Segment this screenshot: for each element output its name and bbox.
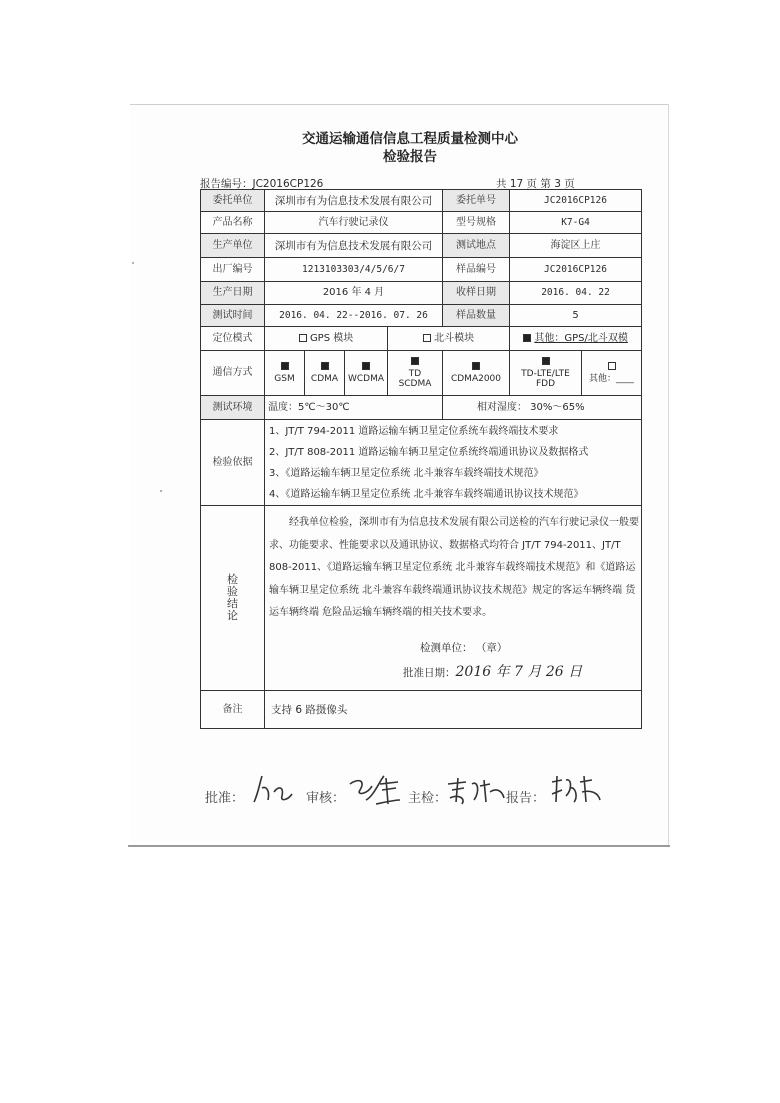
approve-sig-label: 批准： [205,791,245,806]
checkbox-filled [411,357,419,365]
positioning-option [510,327,642,351]
product-value: 汽车行驶记录仪 [265,212,443,234]
table-row [201,506,642,691]
approve-date-handwritten: 2016 年 7 月 26 日 [455,664,583,680]
approve-date-prefix: 批准日期： [403,667,456,679]
checkbox-filled [542,357,550,365]
qty-label: 样品数量 [443,305,510,327]
scan-speck [160,490,162,492]
table-row [201,258,642,282]
comm-option-label: GSM [274,374,295,384]
sample-no-label: 样品编号 [443,258,510,282]
option-beidou-label: 北斗模块 [434,332,475,344]
check-signature [444,772,508,808]
checkbox-empty [608,362,616,370]
report-signature [548,772,604,808]
table-row [201,212,642,234]
checkbox-filled [281,362,289,370]
inspect-unit-line: 检测单位： （章） [420,642,508,654]
sample-no-value: JC2016CP126 [510,258,642,282]
document-title: 检验报告 [383,149,437,165]
checkbox-filled [472,362,480,370]
model-label: 型号规格 [443,212,510,234]
recv-date-value: 2016. 04. 22 [510,282,642,305]
basis-label: 检验依据 [201,420,265,506]
review-sig-label: 审核： [306,791,346,806]
page-info: 共 17 页 第 3 页 [496,178,575,190]
comm-option-label: CDMA2000 [450,374,502,384]
prod-date-value: 2016 年 4 月 [265,282,443,305]
comm-option-label: WCDMA [347,374,385,384]
comm-option-label: TD-LTE/LTE FDD [521,369,570,389]
comm-option [582,351,642,396]
sheet-right-edge [668,104,669,846]
humidity-value: 相对湿度： 30%～65% [443,396,642,420]
prod-date-label: 生产日期 [201,282,265,305]
temperature-value: 温度：5℃～30℃ [265,396,443,420]
table-row [201,282,642,305]
model-value: K7-G4 [510,212,642,234]
test-time-label: 测试时间 [201,305,265,327]
test-time-value: 2016. 04. 22--2016. 07. 26 [265,305,443,327]
comm-option [265,351,305,396]
comm-option-label: CDMA [310,374,339,384]
client-label: 委托单位 [201,190,265,212]
approve-date-line [403,666,582,679]
comm-option [510,351,582,396]
checkbox-filled [362,362,370,370]
table-row [201,351,642,396]
site-label: 测试地点 [443,234,510,258]
sheet-top-edge [130,104,668,105]
conclusion-label-char: 验 [227,585,238,598]
site-value: 海淀区上庄 [510,234,642,258]
option-gps-label: GPS 模块 [309,332,354,344]
conclusion-label-char: 结 [227,597,238,610]
serial-value: 1213103303/4/5/6/7 [265,258,443,282]
approve-signature [248,772,298,808]
positioning-option [265,327,388,351]
product-label: 产品名称 [201,212,265,234]
comm-option [388,351,443,396]
comm-option [305,351,345,396]
remarks-value: 支持 6 路摄像头 [265,691,642,729]
table-row [201,190,642,212]
conclusion-text: 经我单位检验，深圳市有为信息技术发展有限公司送检的汽车行驶记录仪一般要求、功能要求、性能要求以及通讯协议、数据格式均符合 JT/T 794-2011、JT/T 808-2011、《道路运输车辆卫星定位系统 北斗兼容车载终端技术规范》和《道路运输车辆卫星定位系统 北斗兼容车载终端通讯协议技术规范》规定的客运车辆终端 货运车辆终端 危险品运输车辆终端的相关技术要求。 [269,517,639,618]
table-row [201,305,642,327]
basis-list [265,420,642,506]
table-row [201,420,642,506]
maker-label: 生产单位 [201,234,265,258]
conclusion-label-char: 论 [227,609,238,622]
checkbox-other-filled [523,334,531,342]
scan-speck [132,262,134,264]
check-sig-label: 主检： [408,791,448,806]
table-row [201,396,642,420]
conclusion-label [201,506,265,691]
sheet-bottom-edge [128,845,670,847]
table-row [201,234,642,258]
comm-label: 通信方式 [201,351,265,396]
checkbox-gps [299,334,307,342]
comm-option [345,351,388,396]
comm-option-label: TD SCDMA [398,369,432,389]
review-signature [346,770,404,808]
basis-item: 1、JT/T 794-2011 道路运输车辆卫星定位系统车载终端技术要求 [269,425,559,437]
environment-label: 测试环境 [201,396,265,420]
report-sig-label: 报告： [506,791,546,806]
issuing-center-title: 交通运输通信信息工程质量检测中心 [302,131,518,147]
table-row [201,327,642,351]
checkbox-filled [321,362,329,370]
client-value: 深圳市有为信息技术发展有限公司 [265,190,443,212]
conclusion-cell [265,506,642,691]
basis-item: 2、JT/T 808-2011 道路运输车辆卫星定位系统终端通讯协议及数据格式 [269,446,589,458]
table-row [201,691,642,729]
serial-label: 出厂编号 [201,258,265,282]
positioning-option [388,327,510,351]
checkbox-beidou [423,334,431,342]
conclusion-label-char: 检 [227,573,238,586]
report-table [200,189,642,729]
maker-value: 深圳市有为信息技术发展有限公司 [265,234,443,258]
positioning-label: 定位模式 [201,327,265,351]
remarks-label: 备注 [201,691,265,729]
qty-value: 5 [510,305,642,327]
order-value: JC2016CP126 [510,190,642,212]
comm-option-label: 其他：____ [589,374,635,384]
option-other-label: 其他：GPS/北斗双模 [534,332,628,344]
comm-option [443,351,510,396]
basis-item: 4、《道路运输车辆卫星定位系统 北斗兼容车载终端通讯协议技术规范》 [269,488,584,500]
report-number: 报告编号：JC2016CP126 [200,178,324,190]
basis-item: 3、《道路运输车辆卫星定位系统 北斗兼容车载终端技术规范》 [269,467,544,479]
order-label: 委托单号 [443,190,510,212]
recv-date-label: 收样日期 [443,282,510,305]
